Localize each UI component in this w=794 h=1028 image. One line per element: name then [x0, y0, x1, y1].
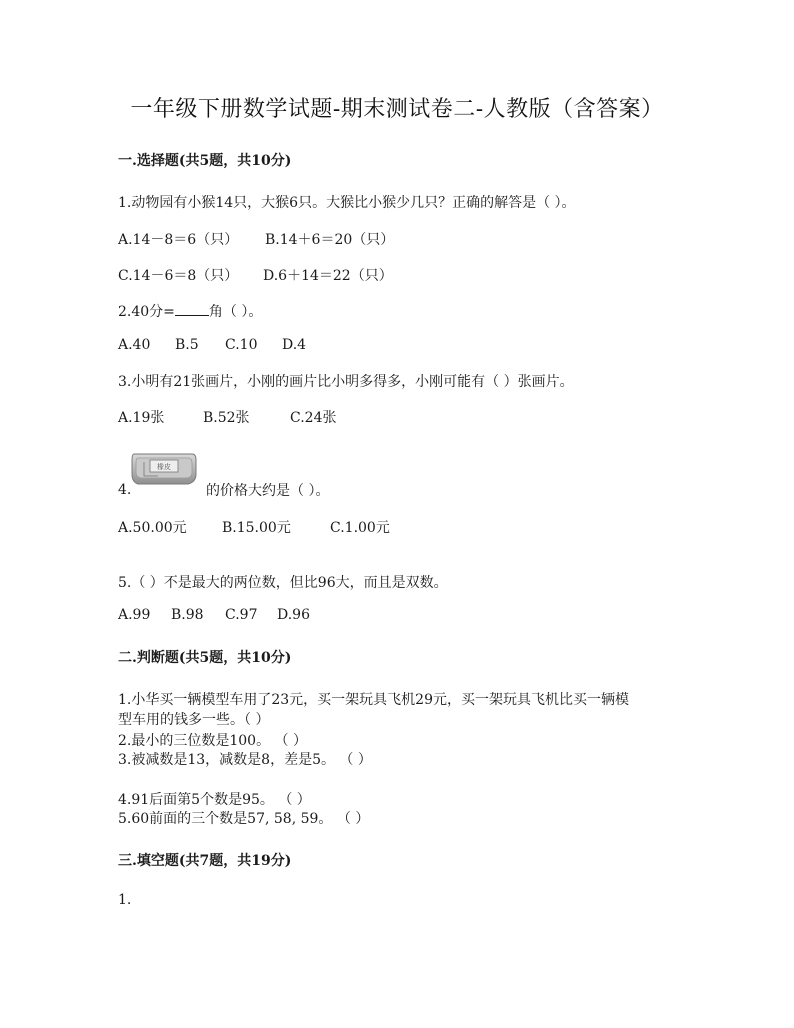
question-5-option-a: A.99 — [118, 607, 151, 623]
question-4-option-c: C.1.00元 — [330, 520, 390, 536]
question-3-option-b: B.52张 — [203, 410, 250, 426]
question-4-option-b: B.15.00元 — [222, 520, 291, 536]
question-3-option-c: C.24张 — [290, 410, 337, 426]
question-5-option-c: C.97 — [225, 607, 258, 623]
judge-item-5: 5.60前面的三个数是57, 58, 59。 （ ） — [118, 811, 370, 827]
page-title: 一年级下册数学试题-期末测试卷二-人教版（含答案） — [130, 97, 664, 122]
eraser-label: 橡皮 — [157, 463, 171, 471]
question-5-text: 5.（ ）不是最大的两位数，但比96大，而且是双数。 — [118, 575, 448, 591]
judge-item-1-line-2: 型车用的钱多一些。（ ） — [118, 712, 270, 728]
section-heading-fill: 三.填空题(共7题，共19分) — [118, 853, 292, 869]
question-1-text: 1.动物园有小猴14只，大猴6只。大猴比小猴少几只？正确的解答是（ ）。 — [118, 195, 576, 211]
question-2-suffix: 角（ ）。 — [208, 304, 263, 320]
question-2-option-d: D.4 — [282, 337, 307, 353]
question-2-prefix: 2.40分= — [118, 304, 175, 320]
question-4-option-a: A.50.00元 — [118, 520, 187, 536]
judge-item-3: 3.被减数是13，减数是8，差是5。 （ ） — [118, 752, 372, 768]
answer-blank — [175, 301, 209, 316]
question-1-option-d: D.6＋14＝22（只） — [263, 268, 393, 284]
question-1-option-a: A.14－8＝6（只） — [118, 232, 239, 248]
question-3-option-a: A.19张 — [118, 410, 165, 426]
section-heading-judge: 二.判断题(共5题，共10分) — [118, 650, 292, 666]
question-2-option-a: A.40 — [118, 337, 151, 353]
question-5-option-b: B.98 — [171, 607, 204, 623]
fill-question-1-number: 1. — [118, 892, 132, 908]
judge-item-1-line-1: 1.小华买一辆模型车用了23元，买一架玩具飞机29元，买一架玩具飞机比买一辆模 — [118, 692, 629, 708]
question-5-option-d: D.96 — [277, 607, 310, 623]
question-3-text: 3.小明有21张画片，小刚的画片比小明多得多，小刚可能有（ ）张画片。 — [118, 374, 574, 390]
question-2-option-b: B.5 — [175, 337, 199, 353]
eraser-image — [130, 450, 198, 490]
question-1-option-c: C.14－6＝8（只） — [118, 268, 239, 284]
question-1-option-b: B.14＋6＝20（只） — [265, 232, 395, 248]
question-2-option-c: C.10 — [225, 337, 258, 353]
judge-item-4: 4.91后面第5个数是95。 （ ） — [118, 792, 311, 808]
question-4-number: 4. — [118, 482, 132, 498]
question-2-text — [118, 301, 262, 321]
judge-item-2: 2.最小的三位数是100。 （ ） — [118, 733, 307, 749]
question-4-text: 的价格大约是（ ）。 — [206, 483, 330, 499]
section-heading-choice: 一.选择题(共5题，共10分) — [118, 153, 292, 169]
